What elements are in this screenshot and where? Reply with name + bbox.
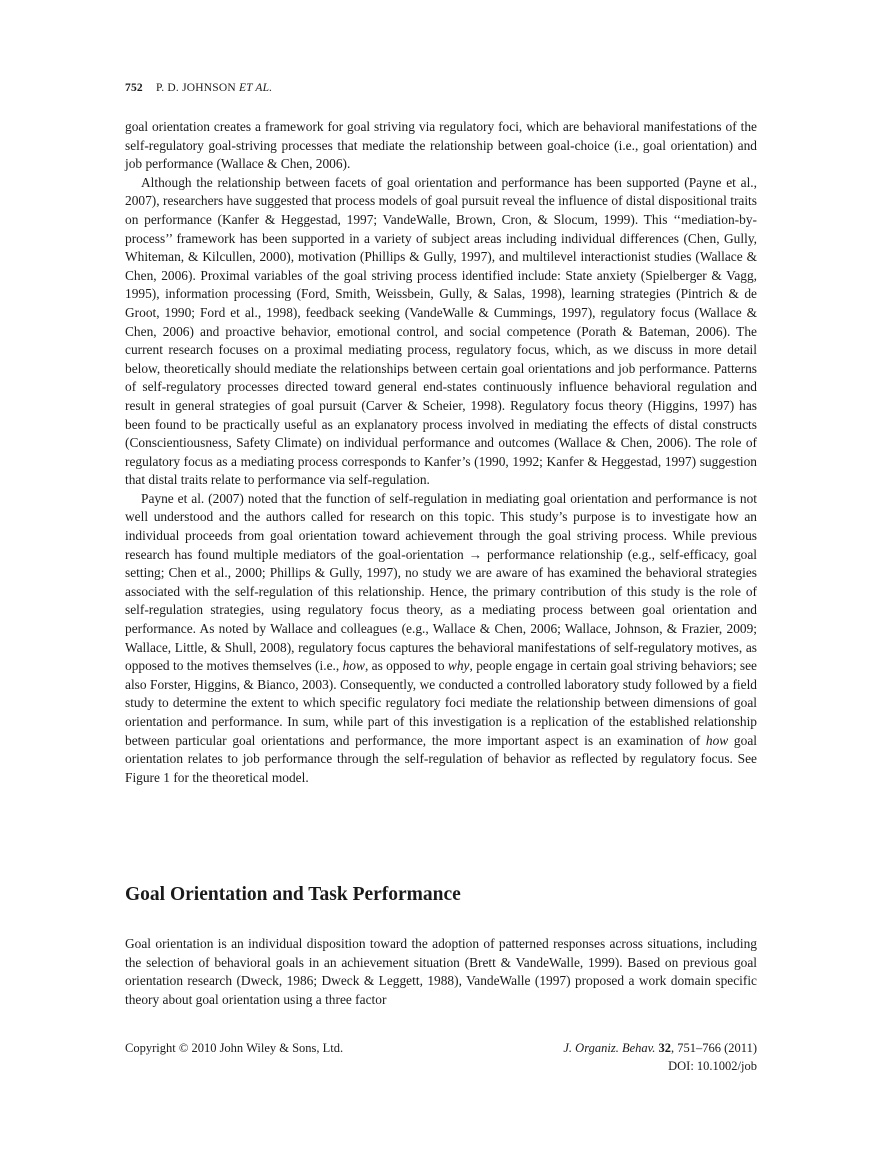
copyright-notice: Copyright © 2010 John Wiley & Sons, Ltd. bbox=[125, 1041, 344, 1055]
body-text bbox=[125, 118, 757, 787]
emphasized-text: why bbox=[447, 658, 470, 674]
section-body bbox=[125, 935, 757, 1009]
authors-names: P. D. JOHNSON bbox=[155, 82, 239, 94]
section-heading: Goal Orientation and Task Performance bbox=[125, 884, 461, 905]
paragraph-text: Payne et al. (2007) noted that the function of self-regulation in mediating goal orientation and performance is not well understood and the authors called for research on this topic. This study’s purpose is to investigate how an individual proceeds from goal orientation toward achievement through the goal striving process. While previous research has found multiple mediators of the goal-orientation → performance relationship (e.g., self-efficacy, goal setting; Chen et al., 2000; Phillips & Gully, 1997), no study we are aware of has examined the behavioral strategies associated with the self-regulation of this relationship. Hence, the primary contribution of this study is the role of self-regulation strategies, using regulatory focus theory, as a mediating process between goal orientation and performance. As noted by Wallace and colleagues (e.g., Wallace & Chen, 2006; Wallace, Johnson, & Frazier, 2009; Wallace, Little, & Shull, 2008), regulatory focus captures the behavioral manifestations of self-regulatory motives, as opposed to the motives themselves (i.e., bbox=[125, 490, 757, 674]
body-paragraph bbox=[125, 118, 757, 174]
emphasized-text: how bbox=[705, 732, 729, 748]
citation-info bbox=[563, 1040, 757, 1075]
running-header-authors bbox=[156, 82, 272, 94]
paragraph-text: , people engage in certain goal striving behaviors; see also Forster, Higgins, & Bianco, 2003). Consequently, we conducted a controlled laboratory study followed by a field study to determine the extent to which specific regulatory foci mediate the relationship between dimensions of goal orientation and performance. In sum, while part of this investigation is a replication of the established relationship between particular goal orientations and performance, the more important aspect is an examination of bbox=[125, 658, 757, 748]
journal-name: J. Organiz. Behav. bbox=[563, 1041, 656, 1055]
emphasized-text: how bbox=[342, 658, 365, 674]
paragraph-text: , as opposed to bbox=[364, 658, 448, 674]
running-header bbox=[125, 82, 272, 94]
journal-volume: 32 bbox=[658, 1041, 671, 1055]
page-number: 752 bbox=[125, 82, 143, 94]
paragraph-text: goal orientation relates to job performance through the self-regulation of behavior as reflected by regulatory focus. See Figure 1 for the theoretical model. bbox=[125, 732, 757, 785]
paragraph-text: Although the relationship between facets of goal orientation and performance has been supported (Payne et al., 2007), researchers have suggested that process models of goal pursuit reveal the influence of distal dispositional traits on performance (Kanfer & Heggestad, 1997; VandeWalle, Brown, Cron, & Slocum, 1999). This ‘‘mediation-by-process’’ framework has been supported in a variety of subject areas including individual differences (Chen, Gully, Whiteman, & Kilcullen, 2000), motivation (Phillips & Gully, 1997), and multilevel interactionist studies (Wallace & Chen, 2006). Proximal variables of the goal striving process identified include: State anxiety (Spielberger & Vagg, 1995), information processing (Ford, Smith, Weissbein, Gully, & Salas, 1998), learning strategies (Pintrich & de Groot, 1990; Ford et al., 1998), feedback seeking (VandeWalle & Cummings, 1997), regulatory focus (Wallace & Chen, 2006) and proactive behavior, emotional control, and social competence (Porath & Bateman, 2006). The current research focuses on a proximal mediating process, regulatory focus, which, as we discuss in more detail below, theoretically should mediate the relationships between certain goal orientations and job performance. Patterns of self-regulatory processes directed toward general end-states continuously influence behavioral regulation and result in general strategies of goal pursuit (Carver & Scheier, 1998). Regulatory focus theory (Higgins, 1997) has been found to be practically useful as an explanatory process involved in mediating the effects of distal constructs (Conscientiousness, Safety Climate) on individual performance and outcomes (Wallace & Chen, 2006). The role of regulatory focus as a mediating process corresponds to Kanfer’s (1990, 1992; Kanfer & Heggestad, 1997) suggestion that distal traits relate to performance via self-regulation. bbox=[125, 174, 757, 488]
body-paragraph bbox=[125, 174, 757, 490]
journal-citation bbox=[563, 1040, 757, 1058]
section-paragraph: Goal orientation is an individual disposition toward the adoption of patterned responses across situations, including the selection of behavioral goals in an achievement situation (Brett & VandeWalle, 1999). Based on previous goal orientation research (Dweck, 1986; Dweck & Leggett, 1988), VandeWalle (1997) proposed a work domain specific theory about goal orientation using a three factor bbox=[125, 936, 757, 1007]
body-paragraph bbox=[125, 490, 757, 788]
authors-et-al: ET AL. bbox=[238, 82, 273, 94]
paragraph-text: goal orientation creates a framework for goal striving via regulatory foci, which are behavioral manifestations of the self-regulatory goal-striving processes that mediate the relationship between goal-choice (i.e., goal orientation) and job performance (Wallace & Chen, 2006). bbox=[125, 119, 757, 172]
doi: DOI: 10.1002/job bbox=[668, 1058, 757, 1073]
journal-pages-year: , 751–766 (2011) bbox=[671, 1041, 757, 1055]
